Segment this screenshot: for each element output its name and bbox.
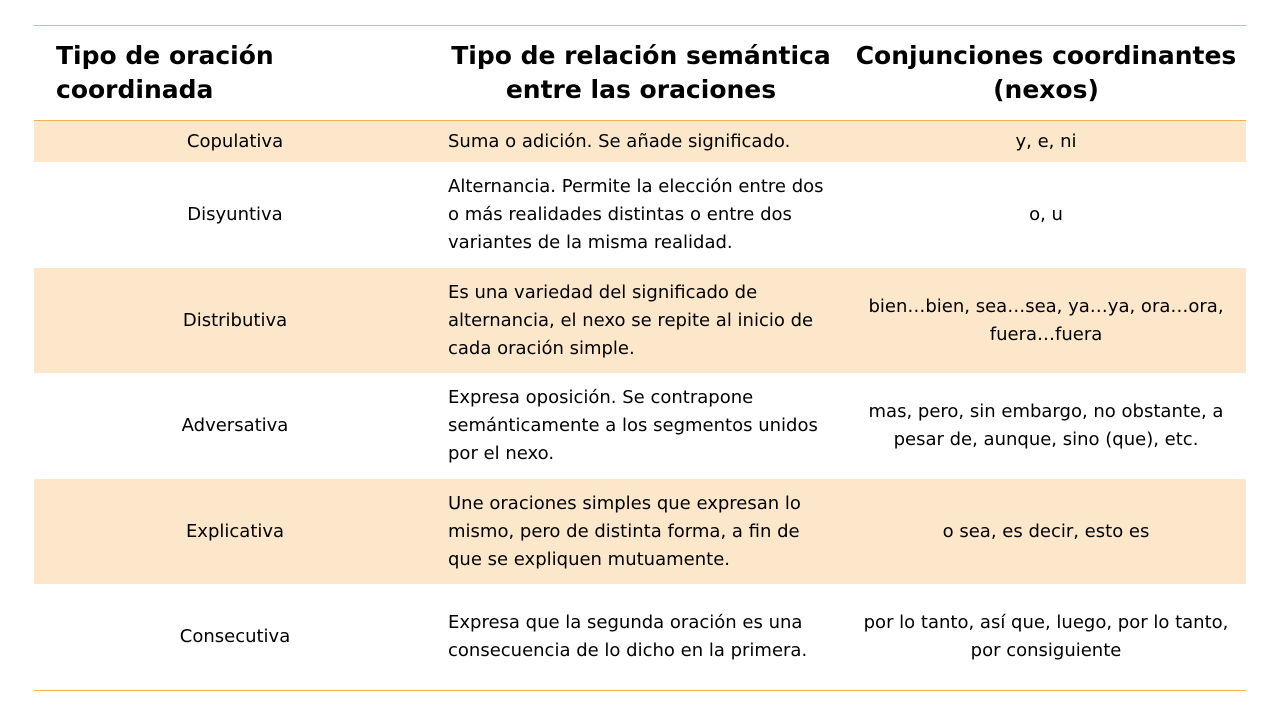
- coordinate-sentences-table: [34, 25, 1246, 691]
- table-body: [34, 121, 1246, 691]
- table-row: [34, 373, 1246, 479]
- table-row: [34, 121, 1246, 163]
- slide: [34, 25, 1246, 691]
- cell-relacion: Alternancia. Permite la elección entre dos o más realidades distintas o entre dos variantes de la misma realidad.: [448, 176, 824, 253]
- header-row: [34, 26, 1246, 121]
- cell-nexos: mas, pero, sin embargo, no obstante, a pesar de, aunque, sino (que), etc.: [868, 401, 1224, 450]
- cell-nexos: o sea, es decir, esto es: [942, 520, 1150, 542]
- cell-relacion: Suma o adición. Se añade significado.: [448, 130, 791, 152]
- cell-tipo: Copulativa: [186, 130, 284, 152]
- cell-tipo: Distributiva: [182, 309, 288, 331]
- table-row: [34, 162, 1246, 268]
- cell-tipo: Adversativa: [181, 415, 289, 436]
- cell-relacion: Une oraciones simples que expresan lo mismo, pero de distinta forma, a fin de que se expliquen mutuamente.: [448, 492, 801, 570]
- cell-nexos: bien…bien, sea…sea, ya…ya, ora…ora, fuera…fuera: [868, 295, 1224, 345]
- cell-tipo: Consecutiva: [179, 626, 291, 647]
- table-row: [34, 584, 1246, 691]
- cell-relacion: Es una variedad del significado de alternancia, el nexo se repite al inicio de cada oración simple.: [448, 281, 814, 359]
- header-relacion: Tipo de relación semántica entre las oraciones: [451, 41, 831, 104]
- cell-relacion: Expresa oposición. Se contrapone semánticamente a los segmentos unidos por el nexo.: [448, 387, 818, 464]
- cell-relacion: Expresa que la segunda oración es una consecuencia de lo dicho en la primera.: [448, 612, 808, 661]
- header-tipo: Tipo de oración coordinada: [56, 41, 274, 104]
- table-row: [34, 268, 1246, 373]
- table-row: [34, 479, 1246, 584]
- cell-tipo: Explicativa: [185, 520, 285, 542]
- cell-nexos: por lo tanto, así que, luego, por lo tanto, por consiguiente: [863, 612, 1229, 661]
- cell-nexos: y, e, ni: [1015, 130, 1077, 152]
- header-nexos: Conjunciones coordinantes (nexos): [855, 41, 1237, 104]
- cell-nexos: o, u: [1029, 204, 1063, 225]
- table-header: [34, 26, 1246, 121]
- cell-tipo: Disyuntiva: [187, 204, 283, 225]
